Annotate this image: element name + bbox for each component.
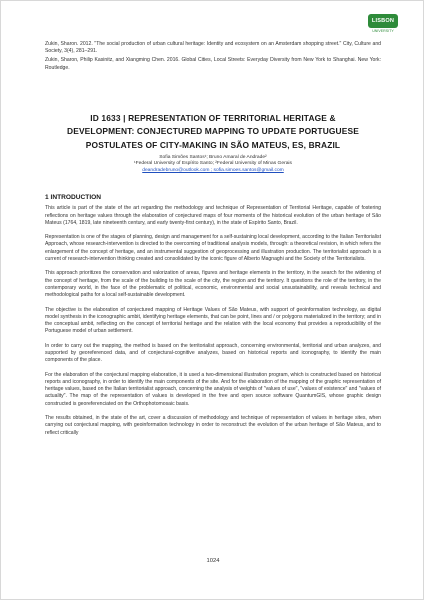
body-paragraph: The objective is the elaboration of conjectured mapping of Heritage Values of São Mateus, with support of geoinformation technology, as digital model synthesis in the iconographic ambit, identifying heritage elements, that can be point, lines and / or polygons materialized in the territory; and in the conceptual ambit, reflecting on the concept of territorial heritage and the relation with the local economy that provides a reproducibility of the Portuguese model of urban settlement. (45, 306, 381, 335)
author-emails[interactable]: deandradebruno@outlook.com ; sofia.simoes.santos@gmail.com (142, 167, 284, 173)
body-paragraph: This article is part of the state of the art regarding the methodology and technique of Representation of Territorial Heritage, capable of fostering reflections on heritage values through the elaboration of conjectured maps of four moments of the historical evolution of the urban heritage of São Mateus (1764, 1819, late nineteenth century, and early twenty-first century), in the state of Espírito Santo, Brazil. (45, 205, 381, 226)
body-paragraph: The results obtained, in the state of the art, cover a discussion of methodology and technique of representation of values in heritage sites, when carrying out conjectural mapping, with geoinformation technology in order to reconstruct the evolution of the urban heritage of São Mateus, and to reflect critically (45, 415, 381, 436)
reference-entry: Zukin, Sharon, Philip Kasinitz, and Xiangming Chen. 2016. Global Cities, Local Streets: Everyday Diversity from New York to Shanghai. New York: Routledge. (45, 57, 381, 71)
body-paragraph: Representation is one of the stages of planning, design and management for a self-sustaining local development, according to the Italian Territorialist Approach, whose research-intervention is directed to the overcoming of traditional analysis models, through: a theoretical revision, in which refers the enlargement of the concept of heritage, and an instrumental suggestion of geoprocessing and illustration production. The territorialist approach is a current of research-intervention thinking created and consolidated by the iconic figure of Alberto Magnaghi and the Society of the Territorialists. (45, 234, 381, 263)
authors: Sofia Simões Santos¹; Bruno Amaral de Andrade² (159, 155, 267, 161)
page-content (45, 41, 381, 437)
logo-subtitle: UNIVERSITY (372, 28, 394, 33)
title-line: POSTULATES OF CITY-MAKING IN SÃO MATEUS, ES, BRAZIL (85, 139, 341, 150)
body-paragraph: This approach prioritizes the conservation and valorization of areas, figures and heritage elements in the territory, in the search for the widening of the concept of heritage, from the scale of the building to the scale of the city, the region and the territory. It questions the role of the territory, in the contemporary world, in the face of the problematic of political, economic, environmental and social unsustainability, and reveals technical and methodological paths for a local self-sustainable development. (45, 270, 381, 299)
reference-entry: Zukin, Sharon. 2012. "The social production of urban cultural heritage: Identity and ecosystem on an Amsterdam shopping street." City, Culture and Society, 3(4), 281–291. (45, 41, 381, 55)
affiliations: ¹Federal University of Espírito Santo; ²Federal University of Minas Gerais (134, 161, 292, 167)
paper-title (45, 112, 381, 152)
section-heading: 1 INTRODUCTION (45, 194, 102, 202)
title-line: ID 1633 | REPRESENTATION OF TERRITORIAL HERITAGE & (90, 112, 336, 123)
logo-badge: LISBON (368, 14, 398, 28)
page-number: 1024 (206, 558, 220, 564)
university-logo (365, 12, 401, 34)
body-paragraph: For the elaboration of the conjectural mapping elaboration, it is used a two-dimensional illustration program, which is constructed based on historical reports and iconography, in order to identify the main components of the site. And for the elaboration of the mapping of the graphic representation of heritage values, based on the Italian territorialist approach, concerning the analysis of weights of "values of use", "values of existence" and "values of actuality". The map of the representation of values is developed in the free and open source software QuantumGIS, whose graphic design constructed is georeferenciated on the Orthophotomosaic basis. (45, 371, 381, 407)
title-line: DEVELOPMENT: CONJECTURED MAPPING TO UPDATE PORTUGUESE (67, 126, 359, 137)
body-paragraph: In order to carry out the mapping, the method is based on the territorialist approach, concerning environmental, territorial and urban analyzes, and supported by georeferenced data, and of conjectural-cognitive analyzes, based on historical reports and iconography, to identify the main components of the place. (45, 342, 381, 364)
